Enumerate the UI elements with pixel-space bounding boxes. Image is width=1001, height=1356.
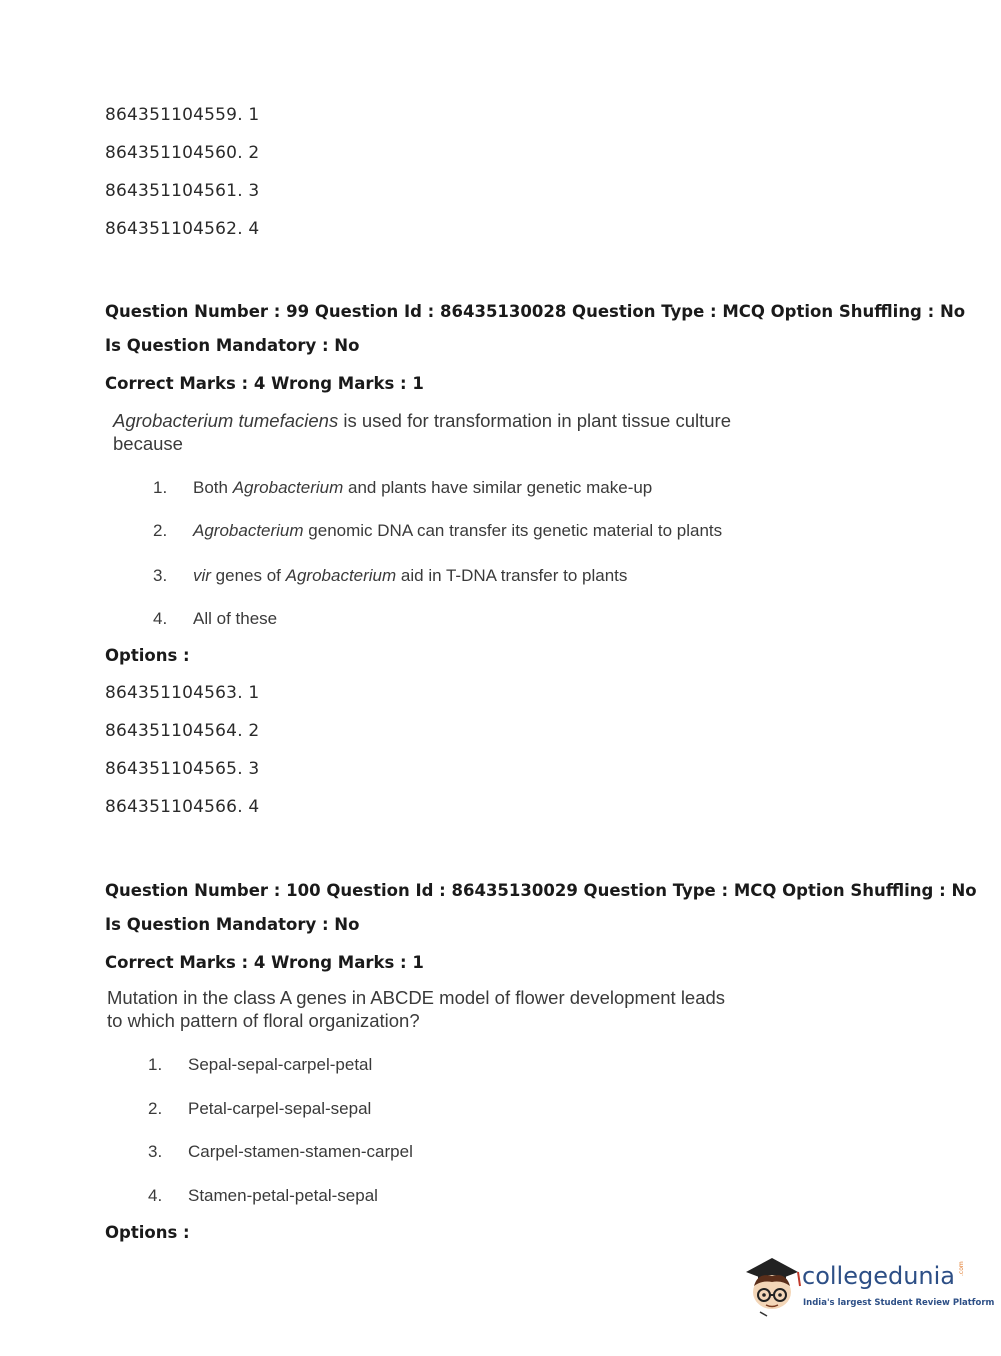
q99-choice-2: 2. Agrobacterium genomic DNA can transfer its genetic material to plants [153,521,723,540]
q99-choice-4: 4. All of these [153,609,278,628]
q99-option-1: 864351104563. 1 [105,683,260,703]
q100-choice-1: 1. Sepal-sepal-carpel-petal [148,1055,373,1074]
logo-tagline: India's largest Student Review Platform [803,1298,995,1308]
q100-question-text: Mutation in the class A genes in ABCDE model of flower development leads to which pattern of floral organization? [107,987,726,1031]
q99-options-label: Options : [105,646,190,665]
q99-header: Question Number : 99 Question Id : 86435130028 Question Type : MCQ Option Shuffling : No [105,302,966,321]
q99-mandatory: Is Question Mandatory : No [105,336,360,355]
prev-option-2: 864351104560. 2 [105,143,260,163]
q99-marks: Correct Marks : 4 Wrong Marks : 1 [105,374,424,393]
q99-option-2: 864351104564. 2 [105,721,260,741]
q100-choice-2: 2. Petal-carpel-sepal-sepal [148,1099,372,1118]
q99-option-4: 864351104566. 4 [105,797,260,817]
q99-choice-3: 3. vir genes of Agrobacterium aid in T-DNA transfer to plants [153,566,628,585]
q100-choice-4: 4. Stamen-petal-petal-sepal [148,1186,378,1205]
logo-domain-suffix: .com [958,1261,965,1276]
q100-mandatory: Is Question Mandatory : No [105,915,360,934]
q100-options-label: Options : [105,1223,190,1242]
prev-option-4: 864351104562. 4 [105,219,260,239]
prev-option-1: 864351104559. 1 [105,105,260,125]
q100-marks: Correct Marks : 4 Wrong Marks : 1 [105,953,424,972]
prev-option-3: 864351104561. 3 [105,181,260,201]
q99-question-text: Agrobacterium tumefaciens is used for transformation in plant tissue culture because [113,410,732,454]
logo-wordmark: collegedunia [802,1262,956,1290]
q99-option-3: 864351104565. 3 [105,759,260,779]
q99-choice-1: 1. Both Agrobacterium and plants have similar genetic make-up [153,478,653,497]
q100-choice-3: 3. Carpel-stamen-stamen-carpel [148,1142,413,1161]
q100-header: Question Number : 100 Question Id : 86435130029 Question Type : MCQ Option Shuffling : No [105,881,977,900]
